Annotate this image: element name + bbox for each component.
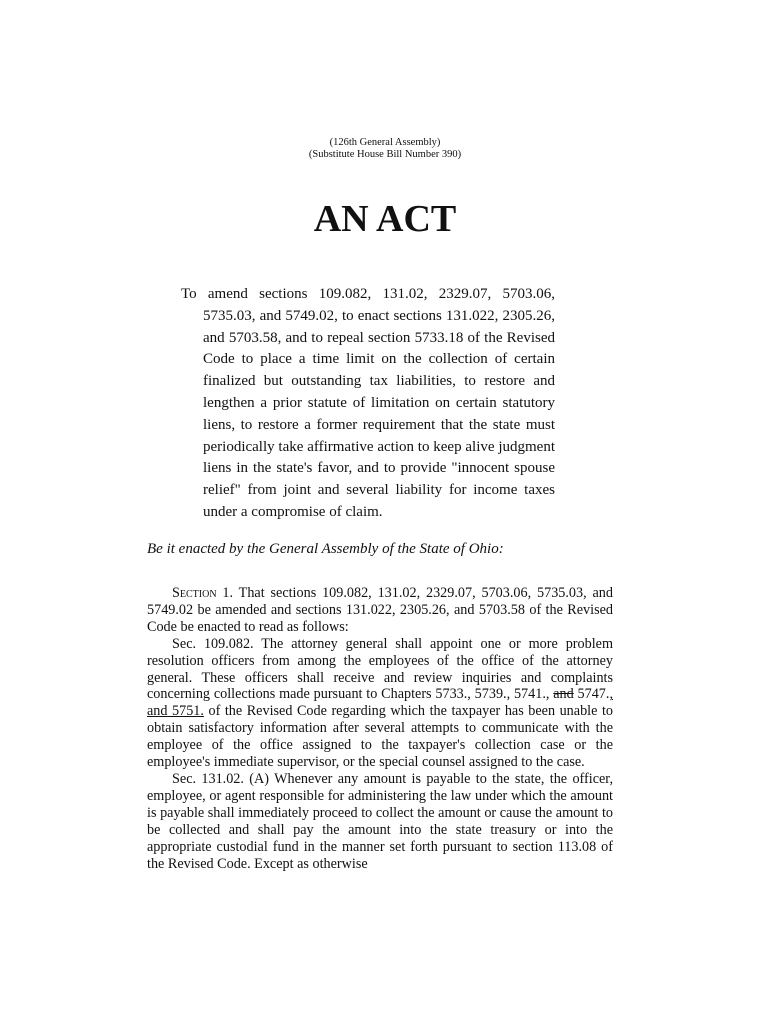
section-1-paragraph xyxy=(147,585,613,636)
section-label: Section xyxy=(172,585,217,601)
act-title: AN ACT xyxy=(313,198,457,240)
section-1-text: 1. That sections 109.082, 131.02, 2329.07, 5703.06, 5735.03, and 5749.02 be amended and sections 131.022, 2305.26, and 5703.58 of the Revised Code be enacted to read as follows: xyxy=(147,585,613,635)
enacting-clause: Be it enacted by the General Assembly of the State of Ohio: xyxy=(147,541,504,557)
sec-131-02-paragraph: Sec. 131.02. (A) Whenever any amount is payable to the state, the officer, employee, or agent responsible for administering the law under which the amount is payable shall immediately proceed to collect the amount or cause the amount to be collected and shall pay the amount into the state treasury or into the appropriate custodial fund in the manner set forth pursuant to section 113.08 of the Revised Code. Except as otherwise xyxy=(147,770,613,872)
act-summary: To amend sections 109.082, 131.02, 2329.07, 5703.06, 5735.03, and 5749.02, to enact sections 131.022, 2305.26, and 5703.58, and to repeal section 5733.18 of the Revised Code to place a time limit on the collection of certain finalized but outstanding tax liabilities, to restore and lengthen a prior statute of limitation on certain statutory liens, to restore a former requirement that the state must periodically take affirmative action to keep alive judgment liens in the state's favor, and to provide "innocent spouse relief" from joint and several liability for income taxes under a compromise of claim. xyxy=(181,286,555,520)
bill-body xyxy=(147,585,613,872)
sec-109-082-paragraph xyxy=(147,636,613,771)
inserted-text: , and 5751. xyxy=(147,686,613,720)
struck-text: and xyxy=(553,686,574,703)
sec-109-text-part2: 5747. xyxy=(573,686,610,703)
sec-109-text-part3: of the Revised Code regarding which the taxpayer has been unable to obtain satisfactory information after several attempts to communicate with the employee of the office assigned to the taxpayer's collection case or the employee's immediate supervisor, or the special counsel assigned to the case. xyxy=(147,703,613,771)
sec-109-text-part1: Sec. 109.082. The attorney general shall appoint one or more problem resolution officers from among the employees of the office of the attorney general. These officers shall receive and review inquiries and complaints concerning collections made pursuant to Chapters 5733., 5739., 5741., xyxy=(147,635,613,703)
bill-number-heading: (Substitute House Bill Number 390) xyxy=(308,149,462,160)
assembly-heading: (126th General Assembly) xyxy=(329,137,441,148)
